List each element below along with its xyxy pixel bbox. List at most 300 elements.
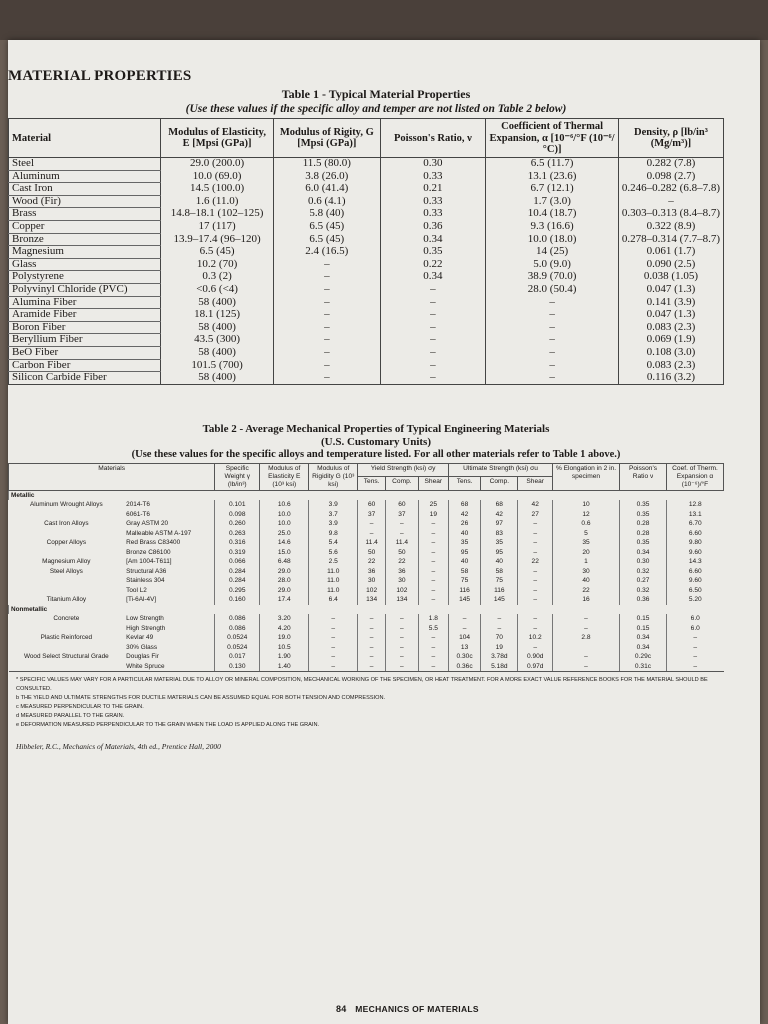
t1-cell-material: Boron Fiber	[9, 321, 161, 334]
t2-cell-weight: 0.295	[215, 586, 260, 596]
t2-cell-ult-comp: 58	[481, 567, 518, 577]
table2-body	[9, 490, 724, 672]
t2-cell-ult-shear: –	[518, 576, 553, 586]
table-row	[9, 605, 724, 615]
t2-cell-ult-tens: 40	[448, 557, 480, 567]
t2-cell-ult-shear: –	[518, 567, 553, 577]
t2-cell-thermal: 6.0	[667, 614, 724, 624]
t1-cell-modulus-g: 3.8 (26.0)	[274, 170, 381, 183]
table-row	[9, 500, 724, 510]
t2-cell-ult-comp: 5.18d	[481, 662, 518, 672]
t2-cell-modulus-g: 11.0	[309, 576, 358, 586]
t2-cell-yield-shear: –	[418, 576, 448, 586]
t1-cell-modulus-e: 6.5 (45)	[161, 246, 274, 259]
t1-cell-density: 0.061 (1.7)	[618, 246, 723, 259]
t2-cell-elongation: 5	[553, 529, 620, 539]
table2	[8, 463, 724, 673]
t2-cell-poisson: 0.31c	[620, 662, 667, 672]
t2-header-ultimate: Ultimate Strength (ksi) σu	[448, 463, 552, 477]
t2-cell-material: Tool L2	[126, 586, 147, 594]
t2-cell-ult-comp: –	[481, 614, 518, 624]
t1-cell-poisson: 0.21	[380, 183, 486, 196]
t1-header-modulus-g: Modulus of Rigity, G [Mpsi (GPa)]	[274, 119, 381, 158]
t1-cell-material: Aluminum	[9, 170, 161, 183]
t1-cell-thermal: 14 (25)	[486, 246, 619, 259]
t1-cell-poisson: –	[380, 372, 486, 385]
t2-cell-thermal: 6.60	[667, 567, 724, 577]
t2-cell-weight: 0.319	[215, 548, 260, 558]
t2-cell-yield-comp: 60	[386, 500, 419, 510]
t2-cell-yield-comp: 134	[386, 595, 419, 605]
t2-cell-yield-shear: 1.8	[418, 614, 448, 624]
t2-cell-ult-shear: –	[518, 624, 553, 634]
t1-cell-material: Bronze	[9, 233, 161, 246]
table-row	[9, 643, 724, 653]
t1-header-density: Density, ρ [lb/in³ (Mg/m³)]	[618, 119, 723, 158]
t1-cell-density: 0.090 (2.5)	[618, 258, 723, 271]
t2-cell-ult-tens: 13	[448, 643, 480, 653]
t1-cell-modulus-e: 58 (400)	[161, 372, 274, 385]
t2-cell-yield-tens: –	[358, 529, 386, 539]
table-row	[9, 321, 724, 334]
table-row	[9, 624, 724, 634]
t2-cell-weight: 0.263	[215, 529, 260, 539]
t1-cell-density: 0.116 (3.2)	[618, 372, 723, 385]
t2-cell-yield-shear: –	[418, 529, 448, 539]
t2-cell-yield-comp: –	[386, 633, 419, 643]
t2-cell-ult-tens: 42	[448, 510, 480, 520]
t2-cell-modulus-e: 10.0	[260, 510, 309, 520]
t1-header-modulus-e: Modulus of Elasticity, E [Mpsi (GPa)]	[161, 119, 274, 158]
t2-cell-poisson: 0.30	[620, 557, 667, 567]
t2-cell-ult-comp: 83	[481, 529, 518, 539]
t1-cell-modulus-g: –	[274, 309, 381, 322]
t1-cell-modulus-e: 18.1 (125)	[161, 309, 274, 322]
t1-cell-poisson: –	[380, 321, 486, 334]
t1-cell-poisson: –	[380, 359, 486, 372]
t1-cell-poisson: –	[380, 334, 486, 347]
t2-header-modulus-g: Modulus of Rigidity G (10³ ksi)	[309, 463, 358, 490]
t2-cell-modulus-e: 17.4	[260, 595, 309, 605]
t1-cell-density: 0.278–0.314 (7.7–8.7)	[618, 233, 723, 246]
t2-cell-group: Aluminum Wrought Alloys	[29, 501, 103, 509]
t2-cell-modulus-g: –	[309, 643, 358, 653]
t2-cell-yield-shear: 19	[418, 510, 448, 520]
t2-cell-ult-comp: 97	[481, 519, 518, 529]
t2-cell-elongation: 16	[553, 595, 620, 605]
t2-cell-thermal: –	[667, 633, 724, 643]
t2-cell-group: Copper Alloys	[46, 539, 87, 547]
t2-cell-ult-tens: 35	[448, 538, 480, 548]
t2-cell-modulus-g: –	[309, 633, 358, 643]
t2-cell-modulus-e: 15.0	[260, 548, 309, 558]
t2-cell-yield-shear: –	[418, 567, 448, 577]
t1-cell-density: 0.047 (1.3)	[618, 283, 723, 296]
t2-cell-ult-comp: 42	[481, 510, 518, 520]
table-row	[9, 529, 724, 539]
t2-header-yield-comp: Comp.	[386, 477, 419, 491]
page-footer	[336, 1004, 479, 1014]
t2-cell-yield-shear: –	[418, 633, 448, 643]
t2-cell-group: Magnesium Alloy	[42, 558, 91, 566]
table-row	[9, 296, 724, 309]
t2-cell-ult-shear: 10.2	[518, 633, 553, 643]
t2-cell-modulus-g: –	[309, 652, 358, 662]
t2-cell-weight: 0.316	[215, 538, 260, 548]
t2-cell-yield-tens: 37	[358, 510, 386, 520]
t1-cell-modulus-e: 13.9–17.4 (96–120)	[161, 233, 274, 246]
t2-cell-yield-comp: –	[386, 519, 419, 529]
t2-cell-weight: 0.260	[215, 519, 260, 529]
t2-cell-ult-tens: 75	[448, 576, 480, 586]
t1-cell-thermal: –	[486, 309, 619, 322]
t2-cell-thermal: 13.1	[667, 510, 724, 520]
t1-cell-density: 0.047 (1.3)	[618, 309, 723, 322]
t2-cell-thermal: 12.8	[667, 500, 724, 510]
t2-cell-elongation: –	[553, 652, 620, 662]
t2-cell-yield-comp: 37	[386, 510, 419, 520]
t1-cell-material: Carbon Fiber	[9, 359, 161, 372]
t2-cell-group	[9, 510, 125, 520]
t2-cell-group: Steel Alloys	[49, 567, 83, 575]
table-row	[9, 510, 724, 520]
t2-cell-yield-comp: 11.4	[386, 538, 419, 548]
table-row	[9, 258, 724, 271]
t2-cell-group: Wood Select Structural Grade	[23, 653, 109, 661]
t2-cell-thermal: –	[667, 652, 724, 662]
table-row	[9, 309, 724, 322]
t1-cell-modulus-g: 11.5 (80.0)	[274, 158, 381, 171]
t2-cell-modulus-g: 11.0	[309, 586, 358, 596]
t1-cell-density: 0.108 (3.0)	[618, 346, 723, 359]
t2-cell-thermal: 9.60	[667, 576, 724, 586]
t2-cell-weight: 0.160	[215, 595, 260, 605]
t1-cell-thermal: –	[486, 359, 619, 372]
t2-header-ult-tens: Tens.	[448, 477, 480, 491]
t2-cell-yield-tens: –	[358, 652, 386, 662]
t2-cell-yield-comp: 50	[386, 548, 419, 558]
t1-cell-modulus-g: 2.4 (16.5)	[274, 246, 381, 259]
t2-cell-weight: 0.130	[215, 662, 260, 672]
t2-cell-modulus-g: –	[309, 662, 358, 672]
t1-cell-modulus-g: –	[274, 359, 381, 372]
t2-cell-yield-tens: 30	[358, 576, 386, 586]
t2-cell-yield-tens: 11.4	[358, 538, 386, 548]
t1-cell-poisson: –	[380, 296, 486, 309]
t2-cell-ult-comp: 75	[481, 576, 518, 586]
t2-cell-modulus-e: 25.0	[260, 529, 309, 539]
t2-cell-ult-shear: –	[518, 519, 553, 529]
footnote: e DEFORMATION MEASURED PERPENDICULAR TO THE GRAIN WHEN THE LOAD IS APPLIED ALONG THE GRAIN.	[16, 722, 320, 729]
table-row	[9, 548, 724, 558]
table1	[8, 118, 724, 385]
t1-cell-poisson: 0.36	[380, 220, 486, 233]
t2-cell-yield-comp: 36	[386, 567, 419, 577]
t2-cell-weight: 0.0524	[215, 643, 260, 653]
table-row	[9, 170, 724, 183]
t1-cell-modulus-g: 6.0 (41.4)	[274, 183, 381, 196]
t2-cell-material: 6061-T6	[126, 510, 150, 518]
t2-cell-yield-shear: –	[418, 519, 448, 529]
table2-caption: Table 2 - Average Mechanical Properties of Typical Engineering Materials	[202, 422, 550, 435]
t2-cell-yield-shear: –	[418, 538, 448, 548]
table1-body	[9, 158, 724, 385]
t2-cell-poisson: 0.15	[620, 614, 667, 624]
t1-cell-material: Polyvinyl Chloride (PVC)	[9, 283, 161, 296]
t1-cell-density: 0.083 (2.3)	[618, 359, 723, 372]
t2-cell-group	[9, 643, 125, 653]
t2-cell-weight: 0.0524	[215, 633, 260, 643]
t2-cell-modulus-e: 10.5	[260, 643, 309, 653]
t1-cell-modulus-e: 14.8–18.1 (102–125)	[161, 208, 274, 221]
table-row	[9, 334, 724, 347]
t2-cell-yield-tens: 60	[358, 500, 386, 510]
t2-cell-yield-comp: –	[386, 652, 419, 662]
t1-cell-density: –	[618, 195, 723, 208]
table-row	[9, 183, 724, 196]
t1-cell-poisson: 0.30	[380, 158, 486, 171]
t2-cell-weight: 0.098	[215, 510, 260, 520]
t2-cell-material: [Ti-6Al-4V]	[126, 596, 157, 604]
t2-cell-ult-shear: –	[518, 643, 553, 653]
t2-cell-ult-tens: 40	[448, 529, 480, 539]
page-content	[8, 68, 744, 751]
t2-cell-yield-shear: –	[418, 643, 448, 653]
t2-cell-poisson: 0.36	[620, 595, 667, 605]
t2-cell-yield-tens: 134	[358, 595, 386, 605]
t2-cell-group: Concrete	[53, 615, 80, 623]
footnote: * SPECIFIC VALUES MAY VARY FOR A PARTICULAR MATERIAL DUE TO ALLOY OR MINERAL COMPOSITION, MECHANICAL WORKING OF THE SPECIMEN, OR HEAT TREATMENT. FOR A MORE EXACT VALUE REFERENCE BOOKS FOR THE MATERIAL SHOULD BE CONSULTED.	[16, 677, 708, 693]
t1-cell-modulus-e: <0.6 (<4)	[161, 283, 274, 296]
t2-cell-poisson: 0.28	[620, 529, 667, 539]
t1-cell-modulus-e: 58 (400)	[161, 296, 274, 309]
t2-cell-modulus-e: 1.90	[260, 652, 309, 662]
t1-cell-poisson: –	[380, 309, 486, 322]
t1-cell-modulus-e: 58 (400)	[161, 346, 274, 359]
t2-cell-yield-shear: –	[418, 548, 448, 558]
t2-cell-ult-tens: 0.30c	[448, 652, 480, 662]
t1-cell-poisson: 0.33	[380, 170, 486, 183]
t1-cell-modulus-e: 10.0 (69.0)	[161, 170, 274, 183]
t1-cell-modulus-e: 29.0 (200.0)	[161, 158, 274, 171]
t1-header-poisson: Poisson's Ratio, ν	[380, 119, 486, 158]
table-row	[9, 158, 724, 171]
t2-cell-poisson: 0.32	[620, 586, 667, 596]
t2-cell-thermal: –	[667, 662, 724, 672]
t2-cell-ult-shear: 22	[518, 557, 553, 567]
t1-cell-thermal: –	[486, 296, 619, 309]
t1-cell-density: 0.246–0.282 (6.8–7.8)	[618, 183, 723, 196]
t2-cell-yield-shear: 5.5	[418, 624, 448, 634]
t2-cell-elongation: 12	[553, 510, 620, 520]
table-row	[9, 195, 724, 208]
t2-cell-material: Low Strength	[126, 615, 164, 623]
t1-cell-modulus-e: 0.3 (2)	[161, 271, 274, 284]
t2-cell-group	[9, 624, 125, 634]
table-row	[9, 271, 724, 284]
t2-cell-yield-tens: 50	[358, 548, 386, 558]
t1-cell-material: Alumina Fiber	[9, 296, 161, 309]
t2-cell-ult-tens: 116	[448, 586, 480, 596]
t1-header-material: Material	[9, 119, 161, 158]
table-row	[9, 557, 724, 567]
t2-cell-modulus-g: 9.8	[309, 529, 358, 539]
t2-cell-weight: 0.284	[215, 567, 260, 577]
t2-cell-ult-shear: 0.90d	[518, 652, 553, 662]
t1-cell-thermal: 6.7 (12.1)	[486, 183, 619, 196]
t2-cell-poisson: 0.35	[620, 538, 667, 548]
t1-cell-modulus-g: –	[274, 258, 381, 271]
t2-cell-thermal: 6.0	[667, 624, 724, 634]
t2-header-elongation: % Elongation in 2 in. specimen	[553, 463, 620, 490]
t2-cell-elongation: 30	[553, 567, 620, 577]
t2-cell-thermal: 6.60	[667, 529, 724, 539]
footnote: b THE YIELD AND ULTIMATE STRENGTHS FOR DUCTILE MATERIALS CAN BE ASSUMED EQUAL FOR BOTH TENSION AND COMPRESSION.	[16, 695, 386, 702]
t1-cell-density: 0.303–0.313 (8.4–8.7)	[618, 208, 723, 221]
t2-cell-modulus-e: 14.6	[260, 538, 309, 548]
t2-cell-ult-tens: 145	[448, 595, 480, 605]
t1-cell-material: BeO Fiber	[9, 346, 161, 359]
t2-cell-ult-tens: 0.36c	[448, 662, 480, 672]
t2-cell-yield-tens: 36	[358, 567, 386, 577]
t2-cell-modulus-g: –	[309, 614, 358, 624]
t2-header-materials: Materials	[9, 463, 215, 490]
table-row	[9, 586, 724, 596]
t2-cell-group: Cast Iron Alloys	[44, 520, 89, 528]
t2-cell-ult-tens: 58	[448, 567, 480, 577]
t1-cell-material: Steel	[9, 158, 161, 171]
t2-cell-ult-comp: 40	[481, 557, 518, 567]
t2-cell-ult-shear: 42	[518, 500, 553, 510]
table-row	[9, 538, 724, 548]
t1-cell-poisson: 0.33	[380, 195, 486, 208]
table-row	[9, 490, 724, 500]
t2-header-yield-shear: Shear	[418, 477, 448, 491]
table1-caption: Table 1 - Typical Material Properties	[281, 87, 471, 101]
t1-cell-thermal: 28.0 (50.4)	[486, 283, 619, 296]
t2-cell-thermal: –	[667, 643, 724, 653]
t2-cell-elongation: –	[553, 614, 620, 624]
t1-cell-modulus-g: –	[274, 271, 381, 284]
t2-header-poisson: Poisson's Ratio ν	[620, 463, 667, 490]
t1-cell-modulus-g: –	[274, 321, 381, 334]
table-row	[9, 246, 724, 259]
t1-cell-material: Glass	[9, 258, 161, 271]
t2-cell-material: Gray ASTM 20	[126, 520, 169, 528]
footnote: d MEASURED PARALLEL TO THE GRAIN.	[16, 713, 125, 720]
t1-cell-thermal: 5.0 (9.0)	[486, 258, 619, 271]
t1-cell-thermal: –	[486, 372, 619, 385]
t2-cell-material: Kevlar 49	[126, 634, 154, 642]
t2-cell-weight: 0.086	[215, 624, 260, 634]
page-number: 84	[336, 1004, 347, 1014]
t1-cell-poisson: 0.22	[380, 258, 486, 271]
t2-cell-yield-shear: –	[418, 586, 448, 596]
t2-cell-elongation: –	[553, 624, 620, 634]
t2-cell-thermal: 5.20	[667, 595, 724, 605]
t2-cell-ult-shear: –	[518, 548, 553, 558]
t2-cell-yield-shear: –	[418, 595, 448, 605]
t2-cell-material: [Am 1004-T611]	[126, 558, 172, 566]
t1-cell-density: 0.322 (8.9)	[618, 220, 723, 233]
t2-cell-poisson: 0.35	[620, 500, 667, 510]
t2-cell-elongation: 0.6	[553, 519, 620, 529]
t2-cell-modulus-g: 6.4	[309, 595, 358, 605]
t2-cell-modulus-e: 10.6	[260, 500, 309, 510]
t1-cell-poisson: 0.33	[380, 208, 486, 221]
t2-cell-yield-comp: 30	[386, 576, 419, 586]
t1-cell-modulus-e: 58 (400)	[161, 321, 274, 334]
t2-cell-group	[9, 548, 125, 558]
t1-cell-modulus-e: 10.2 (70)	[161, 258, 274, 271]
t2-cell-ult-tens: –	[448, 614, 480, 624]
table-row	[9, 359, 724, 372]
t2-cell-ult-comp: –	[481, 624, 518, 634]
table-row	[9, 220, 724, 233]
table2-subcaption: (U.S. Customary Units)	[321, 435, 431, 448]
table-background	[0, 0, 768, 40]
table-row	[9, 567, 724, 577]
t2-cell-modulus-g: 5.6	[309, 548, 358, 558]
t2-cell-modulus-e: 28.0	[260, 576, 309, 586]
t2-cell-yield-comp: –	[386, 662, 419, 672]
t2-cell-group: Titanium Alloy	[46, 596, 87, 604]
t1-cell-density: 0.083 (2.3)	[618, 321, 723, 334]
t1-cell-material: Wood (Fir)	[9, 195, 161, 208]
t2-cell-ult-comp: 3.78d	[481, 652, 518, 662]
book-title: MECHANICS OF MATERIALS	[355, 1004, 479, 1014]
t2-cell-ult-shear: 27	[518, 510, 553, 520]
t2-cell-modulus-g: 11.0	[309, 567, 358, 577]
t2-cell-elongation: –	[553, 662, 620, 672]
t2-cell-ult-comp: 68	[481, 500, 518, 510]
t1-cell-poisson: –	[380, 283, 486, 296]
t2-cell-material: Douglas Fir	[126, 653, 159, 661]
t2-cell-material: White Spruce	[124, 662, 215, 672]
t2-cell-yield-comp: –	[386, 643, 419, 653]
footnote: c MEASURED PERPENDICULAR TO THE GRAIN.	[16, 704, 144, 711]
t1-cell-modulus-g: 6.5 (45)	[274, 220, 381, 233]
t2-cell-modulus-g: –	[309, 624, 358, 634]
t2-cell-poisson: 0.28	[620, 519, 667, 529]
t2-cell-ult-shear: –	[518, 538, 553, 548]
t2-cell-modulus-e: 10.0	[260, 519, 309, 529]
t1-cell-material: Brass	[9, 208, 161, 221]
t1-cell-material: Copper	[9, 220, 161, 233]
t2-cell-ult-shear: –	[518, 614, 553, 624]
t2-cell-yield-comp: –	[386, 529, 419, 539]
t2-cell-modulus-e: 4.20	[260, 624, 309, 634]
t1-cell-modulus-e: 1.6 (11.0)	[161, 195, 274, 208]
table-row	[9, 283, 724, 296]
t1-cell-thermal: 10.4 (18.7)	[486, 208, 619, 221]
table-row	[9, 346, 724, 359]
table-row	[9, 233, 724, 246]
t2-header-thermal: Coef. of Therm. Expansion α (10⁻⁶)/°F	[667, 463, 724, 490]
t2-cell-ult-shear: –	[518, 595, 553, 605]
t2-cell-yield-shear: 25	[418, 500, 448, 510]
t2-cell-thermal: 6.50	[667, 586, 724, 596]
table-row	[9, 614, 724, 624]
t2-cell-modulus-g: 3.9	[309, 519, 358, 529]
t1-cell-modulus-g: –	[274, 334, 381, 347]
t2-cell-yield-tens: 102	[358, 586, 386, 596]
table-row	[9, 595, 724, 605]
t2-cell-material: 30% Glass	[126, 643, 158, 651]
t1-cell-poisson: 0.35	[380, 246, 486, 259]
t2-cell-ult-comp: 19	[481, 643, 518, 653]
t2-cell-group: Plastic Reinforced	[40, 634, 93, 642]
